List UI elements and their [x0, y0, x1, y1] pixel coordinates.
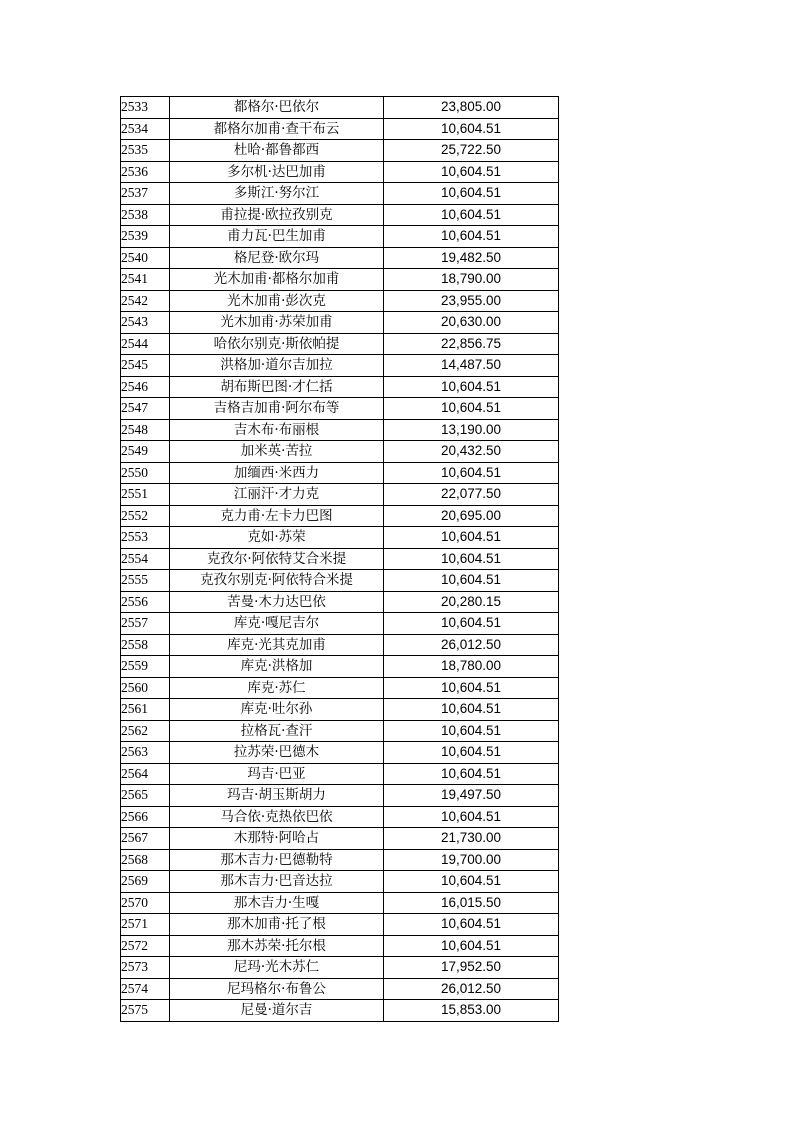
table-row: [121, 269, 559, 291]
name-cell: 多斯江·努尔江: [170, 183, 384, 205]
row-number-cell: 2537: [121, 183, 170, 205]
amount-cell: 19,497.50: [384, 785, 559, 807]
amount-cell: 10,604.51: [384, 226, 559, 248]
name-cell: 克力甫·左卡力巴图: [170, 505, 384, 527]
row-number-cell: 2561: [121, 699, 170, 721]
table-row: [121, 290, 559, 312]
row-number-cell: 2565: [121, 785, 170, 807]
name-cell: 胡布斯巴图·才仁括: [170, 376, 384, 398]
table-row: [121, 204, 559, 226]
name-cell: 那木吉力·巴德勒特: [170, 849, 384, 871]
amount-cell: 10,604.51: [384, 871, 559, 893]
row-number-cell: 2563: [121, 742, 170, 764]
amount-cell: 10,604.51: [384, 183, 559, 205]
amount-cell: 10,604.51: [384, 462, 559, 484]
name-cell: 尼玛·光木苏仁: [170, 957, 384, 979]
row-number-cell: 2562: [121, 720, 170, 742]
name-cell: 甫力瓦·巴生加甫: [170, 226, 384, 248]
amount-cell: 10,604.51: [384, 118, 559, 140]
name-cell: 尼曼·道尔吉: [170, 1000, 384, 1022]
table-row: [121, 312, 559, 334]
amount-cell: 10,604.51: [384, 763, 559, 785]
row-number-cell: 2575: [121, 1000, 170, 1022]
row-number-cell: 2555: [121, 570, 170, 592]
name-cell: 那木加甫·托了根: [170, 914, 384, 936]
amount-cell: 10,604.51: [384, 548, 559, 570]
amount-cell: 10,604.51: [384, 699, 559, 721]
amount-cell: 13,190.00: [384, 419, 559, 441]
row-number-cell: 2556: [121, 591, 170, 613]
name-cell: 马合依·克热依巴依: [170, 806, 384, 828]
row-number-cell: 2549: [121, 441, 170, 463]
name-cell: 格尼登·欧尔玛: [170, 247, 384, 269]
amount-cell: 18,790.00: [384, 269, 559, 291]
table-row: [121, 677, 559, 699]
name-cell: 库克·嘎尼吉尔: [170, 613, 384, 635]
row-number-cell: 2573: [121, 957, 170, 979]
table-row: [121, 1000, 559, 1022]
row-number-cell: 2560: [121, 677, 170, 699]
table-row: [121, 591, 559, 613]
amount-cell: 10,604.51: [384, 806, 559, 828]
row-number-cell: 2551: [121, 484, 170, 506]
amount-cell: 15,853.00: [384, 1000, 559, 1022]
amount-cell: 10,604.51: [384, 742, 559, 764]
row-number-cell: 2559: [121, 656, 170, 678]
amount-cell: 10,604.51: [384, 161, 559, 183]
table-row: [121, 505, 559, 527]
table-row: [121, 892, 559, 914]
table-row: [121, 140, 559, 162]
row-number-cell: 2541: [121, 269, 170, 291]
amount-cell: 20,432.50: [384, 441, 559, 463]
row-number-cell: 2566: [121, 806, 170, 828]
name-cell: 吉格吉加甫·阿尔布等: [170, 398, 384, 420]
amount-cell: 10,604.51: [384, 677, 559, 699]
name-cell: 那木苏荣·托尔根: [170, 935, 384, 957]
row-number-cell: 2533: [121, 97, 170, 119]
table-row: [121, 419, 559, 441]
table-row: [121, 355, 559, 377]
table-row: [121, 763, 559, 785]
table-row: [121, 462, 559, 484]
row-number-cell: 2535: [121, 140, 170, 162]
row-number-cell: 2568: [121, 849, 170, 871]
name-cell: 都格尔·巴依尔: [170, 97, 384, 119]
amount-cell: 19,700.00: [384, 849, 559, 871]
amount-cell: 10,604.51: [384, 398, 559, 420]
row-number-cell: 2534: [121, 118, 170, 140]
row-number-cell: 2570: [121, 892, 170, 914]
amount-cell: 16,015.50: [384, 892, 559, 914]
table-row: [121, 699, 559, 721]
name-cell: 克孜尔·阿依特艾合米提: [170, 548, 384, 570]
row-number-cell: 2539: [121, 226, 170, 248]
table-row: [121, 247, 559, 269]
amount-cell: 17,952.50: [384, 957, 559, 979]
table-row: [121, 570, 559, 592]
name-cell: 哈依尔别克·斯依帕提: [170, 333, 384, 355]
table-row: [121, 720, 559, 742]
name-cell: 吉木布·布丽根: [170, 419, 384, 441]
table-row: [121, 656, 559, 678]
amount-cell: 10,604.51: [384, 720, 559, 742]
table-row: [121, 785, 559, 807]
table-row: [121, 441, 559, 463]
name-cell: 加米英·苦拉: [170, 441, 384, 463]
amount-cell: 22,077.50: [384, 484, 559, 506]
row-number-cell: 2553: [121, 527, 170, 549]
row-number-cell: 2546: [121, 376, 170, 398]
table-row: [121, 849, 559, 871]
amount-cell: 10,604.51: [384, 204, 559, 226]
table-row: [121, 183, 559, 205]
name-cell: 洪格加·道尔吉加拉: [170, 355, 384, 377]
table-row: [121, 527, 559, 549]
row-number-cell: 2564: [121, 763, 170, 785]
amount-cell: 10,604.51: [384, 613, 559, 635]
name-cell: 拉苏荣·巴德木: [170, 742, 384, 764]
row-number-cell: 2542: [121, 290, 170, 312]
row-number-cell: 2536: [121, 161, 170, 183]
table-body: [121, 97, 559, 1022]
amount-cell: 20,280.15: [384, 591, 559, 613]
table-row: [121, 914, 559, 936]
table-row: [121, 398, 559, 420]
table-row: [121, 634, 559, 656]
name-cell: 尼玛格尔·布鲁公: [170, 978, 384, 1000]
row-number-cell: 2572: [121, 935, 170, 957]
row-number-cell: 2543: [121, 312, 170, 334]
amount-cell: 23,955.00: [384, 290, 559, 312]
row-number-cell: 2558: [121, 634, 170, 656]
table-row: [121, 828, 559, 850]
table-row: [121, 97, 559, 119]
amount-cell: 21,730.00: [384, 828, 559, 850]
amount-cell: 18,780.00: [384, 656, 559, 678]
row-number-cell: 2547: [121, 398, 170, 420]
payment-table: [120, 96, 559, 1022]
name-cell: 拉格瓦·查汗: [170, 720, 384, 742]
table-row: [121, 957, 559, 979]
name-cell: 克如·苏荣: [170, 527, 384, 549]
amount-cell: 19,482.50: [384, 247, 559, 269]
name-cell: 光木加甫·苏荣加甫: [170, 312, 384, 334]
name-cell: 库克·苏仁: [170, 677, 384, 699]
name-cell: 克孜尔别克·阿依特合米提: [170, 570, 384, 592]
amount-cell: 10,604.51: [384, 376, 559, 398]
row-number-cell: 2550: [121, 462, 170, 484]
table-row: [121, 613, 559, 635]
name-cell: 江丽汗·才力克: [170, 484, 384, 506]
table-row: [121, 935, 559, 957]
row-number-cell: 2548: [121, 419, 170, 441]
name-cell: 那木吉力·生嘎: [170, 892, 384, 914]
name-cell: 杜哈·都鲁都西: [170, 140, 384, 162]
amount-cell: 22,856.75: [384, 333, 559, 355]
row-number-cell: 2552: [121, 505, 170, 527]
name-cell: 光木加甫·彭次克: [170, 290, 384, 312]
table-row: [121, 978, 559, 1000]
table-row: [121, 548, 559, 570]
table-row: [121, 806, 559, 828]
name-cell: 苦曼·木力达巴依: [170, 591, 384, 613]
amount-cell: 10,604.51: [384, 570, 559, 592]
table-row: [121, 333, 559, 355]
amount-cell: 26,012.50: [384, 634, 559, 656]
name-cell: 库克·洪格加: [170, 656, 384, 678]
table-row: [121, 226, 559, 248]
name-cell: 玛吉·巴亚: [170, 763, 384, 785]
amount-cell: 20,695.00: [384, 505, 559, 527]
row-number-cell: 2538: [121, 204, 170, 226]
row-number-cell: 2571: [121, 914, 170, 936]
table-row: [121, 376, 559, 398]
table-row: [121, 118, 559, 140]
amount-cell: 26,012.50: [384, 978, 559, 1000]
name-cell: 库克·吐尔孙: [170, 699, 384, 721]
amount-cell: 10,604.51: [384, 527, 559, 549]
row-number-cell: 2569: [121, 871, 170, 893]
row-number-cell: 2567: [121, 828, 170, 850]
amount-cell: 10,604.51: [384, 914, 559, 936]
amount-cell: 14,487.50: [384, 355, 559, 377]
name-cell: 甫拉提·欧拉孜别克: [170, 204, 384, 226]
name-cell: 那木吉力·巴音达拉: [170, 871, 384, 893]
name-cell: 加缅西·米西力: [170, 462, 384, 484]
name-cell: 玛吉·胡玉斯胡力: [170, 785, 384, 807]
table-row: [121, 484, 559, 506]
row-number-cell: 2544: [121, 333, 170, 355]
name-cell: 木那特·阿哈占: [170, 828, 384, 850]
name-cell: 光木加甫·都格尔加甫: [170, 269, 384, 291]
table-row: [121, 742, 559, 764]
name-cell: 都格尔加甫·查干布云: [170, 118, 384, 140]
row-number-cell: 2554: [121, 548, 170, 570]
amount-cell: 10,604.51: [384, 935, 559, 957]
table-row: [121, 161, 559, 183]
amount-cell: 25,722.50: [384, 140, 559, 162]
row-number-cell: 2574: [121, 978, 170, 1000]
name-cell: 多尔机·达巴加甫: [170, 161, 384, 183]
row-number-cell: 2540: [121, 247, 170, 269]
name-cell: 库克·光其克加甫: [170, 634, 384, 656]
amount-cell: 23,805.00: [384, 97, 559, 119]
row-number-cell: 2545: [121, 355, 170, 377]
row-number-cell: 2557: [121, 613, 170, 635]
amount-cell: 20,630.00: [384, 312, 559, 334]
table-row: [121, 871, 559, 893]
